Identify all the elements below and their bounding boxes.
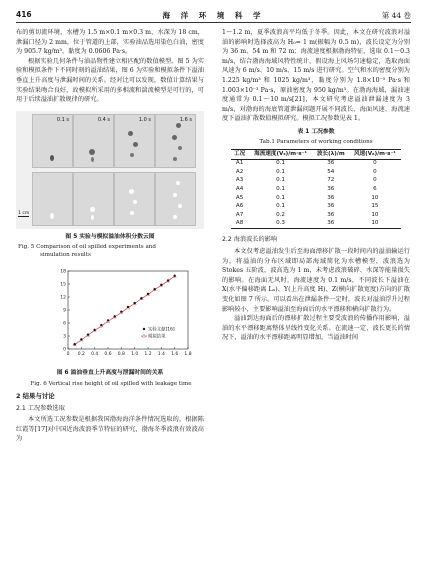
table-cell: 0 — [373, 160, 377, 167]
experiment-point — [100, 324, 102, 326]
table-row — [231, 177, 401, 186]
table-1-title-zh: 表 1 工况参数 — [297, 128, 335, 135]
experiment-point — [133, 302, 135, 304]
legend-simulation-label: 模拟结果 — [148, 334, 166, 340]
table-1-working-conditions — [231, 149, 401, 229]
wavelength-paragraph: 本文仅考虑溢油发生后至海面漂移扩散一段时间内的溢油输运行为，将溢油的分布区域即局部海域简化为水槽模型，波浪选为 Stokes 五阶波，波高选为 1 m，未考虑波浪破碎、水深等能量损失的影响。在海面无风时，海流速度为 0.1 m/s，不同波长下溢油在 X(水平偏移距离 Lₓ)、Y(上升高度 H)、Z(横向扩散宽度)方向的扩散变化如图 7 所示。可以看出在泄漏条件一定时，波长对溢油浮升过程影响较小，主要影响溢油至海面后的水平漂移和横向扩散行为。 — [222, 248, 410, 313]
table-row — [231, 168, 401, 177]
table-cell: A3 — [235, 177, 244, 184]
experiment-point — [167, 280, 169, 282]
experiment-panel-4 — [155, 114, 196, 168]
experiment-point — [87, 334, 89, 336]
validation-paragraph: 根据实验几何条件与油品物性建立相匹配的数值模型。图 5 为实验和模拟条件下不同时刻的溢油结果，图 6 为实验和模拟条件下溢油垂直上升高度与泄漏时间的关系。经对比可以发现，数值计算结果与实验结果吻合良好，故模拟所采用的多相流和湍流模型是可行的，可用于后续溢油扩散规律的研究。 — [16, 57, 204, 104]
experiment-point — [73, 343, 75, 345]
x-tick-label: 1.8 — [184, 352, 192, 358]
x-tick-label: 0.8 — [117, 352, 125, 358]
table-header: 工况 — [234, 150, 246, 157]
simulation-panel-1 — [32, 172, 73, 226]
y-tick-label: 12 — [60, 295, 66, 301]
table-cell: 36 — [327, 160, 335, 167]
table-cell: 36 — [327, 186, 335, 192]
y-tick-label: 9 — [63, 308, 66, 314]
scale-label: 1 cm — [18, 210, 30, 216]
table-cell: 0.1 — [276, 186, 285, 192]
table-cell: 36 — [327, 194, 335, 201]
table-cell: 36 — [327, 203, 335, 210]
table-cell: 72 — [327, 177, 335, 184]
simulation-panel-4 — [155, 172, 196, 226]
figure-6-caption-zh: 图 6 溢油垂直上升高度与泄漏时间的关系 — [56, 370, 164, 377]
experiment-point — [147, 293, 149, 295]
table-cell: A7 — [235, 211, 244, 218]
table-cell: 0.1 — [276, 160, 285, 167]
parameter-paragraph: 本文所选工况参数是根据我国渤海海洋条件情况选取的，根据陈红霞等[17]对中国近海波浪季节特征的研究，渤海冬季波浪有效波高为 — [16, 416, 204, 443]
panel-time-label: 0.1 s — [56, 116, 69, 123]
table-row — [231, 159, 401, 168]
y-tick-label: 3 — [63, 334, 66, 340]
table-cell: 10 — [371, 211, 379, 218]
legend-experiment-marker — [143, 328, 145, 330]
y-tick-label: 18 — [60, 269, 66, 275]
panel-time-label: 1.0 s — [138, 116, 151, 123]
figure-5-contour-panels — [16, 111, 204, 229]
header-rule — [16, 22, 411, 23]
x-tick-label: 1.6 — [171, 352, 179, 358]
experiment-point — [153, 288, 155, 290]
right-column — [222, 28, 410, 343]
figure-5-caption-en — [16, 243, 204, 259]
x-tick-label: 0 — [66, 352, 70, 358]
table-cell: 0.1 — [276, 194, 285, 201]
table-row — [231, 211, 401, 220]
table-cell: A6 — [235, 203, 244, 210]
table-cell: 10 — [371, 194, 379, 201]
experiment-point — [113, 316, 115, 318]
table-cell: 0.3 — [276, 220, 285, 227]
table-cell: 36 — [327, 211, 335, 218]
figure-6-chart — [16, 265, 204, 365]
plot-frame — [68, 271, 188, 349]
table-header: 波长(λ)/m — [316, 150, 345, 157]
table-cell: A2 — [235, 168, 244, 175]
figure-5-caption-en-line1: Fig. 5 Comparison of oil spilled experiments and — [18, 244, 156, 251]
rise-height-chart — [16, 265, 204, 365]
table-cell: 0.1 — [276, 168, 285, 175]
table-cell: A4 — [235, 186, 244, 192]
left-column — [16, 28, 204, 444]
table-cell: A5 — [235, 194, 244, 201]
table-cell: 10 — [371, 220, 379, 227]
figure-5-caption-zh: 图 5 实验与模拟溢油体积分数云图 — [65, 233, 155, 240]
scale-bar — [18, 216, 29, 217]
x-tick-label: 1.4 — [157, 352, 165, 358]
table-row — [231, 194, 401, 203]
table-cell: 0.1 — [276, 203, 285, 210]
experiment-point — [93, 329, 95, 331]
section-2-heading: 2 结果与讨论 — [16, 391, 55, 400]
table-cell: 54 — [327, 168, 335, 175]
page-number: 416 — [16, 10, 32, 19]
table-cell: 15 — [371, 203, 379, 210]
table-row — [231, 186, 401, 195]
drift-paragraph: 溢油到达海面后的漂移扩散过程主要受波浪的传播作用影响，溢油的水平漂移距离整体呈线性变化关系。在流速一定、波长更长的情况下，溢油的水平漂移距离明显增加，当溢油时间 — [222, 315, 410, 342]
experiment-panel-2 — [73, 114, 114, 168]
table-cell: 0 — [373, 168, 377, 175]
table-cell: 6 — [373, 186, 377, 192]
experiment-point — [173, 275, 175, 277]
experiment-panel-1 — [32, 114, 73, 168]
experiment-panel-3 — [114, 114, 155, 168]
y-tick-label: 15 — [60, 282, 66, 288]
figure-6-caption-en: Fig. 6 Vertical rise height of oil spilled with leakage time — [30, 380, 192, 387]
section-2-1-heading: 2.1 工况参数选取 — [16, 404, 65, 412]
y-tick-label: 0 — [63, 347, 66, 353]
x-tick-label: 0.4 — [91, 352, 99, 358]
simulation-panel-3 — [114, 172, 155, 226]
x-tick-label: 1.2 — [144, 352, 152, 358]
x-tick-label: 0.6 — [104, 352, 112, 358]
experiment-point — [140, 297, 142, 299]
panel-time-label: 0.4 s — [97, 116, 110, 123]
table-cell: A1 — [235, 160, 244, 167]
experiment-point — [120, 311, 122, 313]
volume-label: 第 44 卷 — [381, 11, 411, 20]
table-cell: A8 — [235, 220, 244, 227]
journal-name: 海 洋 环 境 科 学 — [162, 11, 265, 20]
table-cell: 0.2 — [276, 211, 285, 218]
table-row — [231, 203, 401, 212]
experiment-point — [80, 339, 82, 341]
table-row — [231, 220, 401, 229]
y-tick-label: 6 — [63, 321, 66, 327]
section-2-2-heading: 2.2 海浪波长的影响 — [222, 236, 278, 244]
table-cell: 36 — [327, 220, 335, 227]
page-header — [16, 10, 411, 21]
table-cell: 0.1 — [276, 177, 285, 184]
experiment-point — [127, 306, 129, 308]
panel-time-label: 1.6 s — [179, 116, 192, 123]
table-1-title-en: Tab.1 Parameters of working conditions — [259, 138, 373, 145]
table-cell: 0 — [373, 177, 377, 184]
legend-experiment-label: 实验文献[16] — [148, 327, 175, 333]
table-header: 海流速度(Vₓ)/m·s⁻¹ — [254, 150, 307, 157]
table-header-row — [231, 150, 401, 160]
conditions-paragraph: 1～1.2 m，夏季波浪高平均低于冬季。因此，本文在研究波浪对溢油的影响时选择波高为 H₀= 1 m(振幅为 0.5 m)，波长设定为分别为 36 m、54 m 和 72 m；海流速度根据渤海特征，选取 0.1～0.3 m/s，结合渤海海域风特性统计，假设海上风场匀速稳定，选取海面风速为 6 m/s、10 m/s、15 m/s 进行研究。空气和水的密度分别为 1.225 kg/m³ 和 1025 kg/m³，黏度分别为 1.8×10⁻⁵ Pa·s 和 1.003×10⁻³ Pa·s，原油密度为 950 kg/m³。在渤海海域，漏油速度通常为 0.1～10 m/s[21]，本文研究考虑溢油泄漏速度为 3 m/s，对渤海的海底管道泄漏问题开展不同波长、海面风速、海流速度下溢油扩散数值模拟研究。模拟工况参数见表 1。 — [222, 29, 410, 123]
x-tick-label: 1.0 — [131, 352, 139, 358]
experiment-point — [107, 320, 109, 322]
figure-5-caption-en-line2: simulation results — [40, 252, 91, 259]
experiment-point — [160, 284, 162, 286]
simulation-panel-2 — [73, 172, 114, 226]
table-header: 风速(Vₐ)/m·s⁻¹ — [353, 150, 396, 157]
intro-paragraph: 布的剪切流环境，水槽为 1.5 m×0.1 m×0.3 m，水深为 18 cm，泄漏口径为 2 mm，位于管道的上部，实验油品选用染色白油，密度为 905.7 kg/m³，黏度为 0.0606 Pa·s。 — [16, 29, 204, 56]
x-tick-label: 0.2 — [77, 352, 85, 358]
